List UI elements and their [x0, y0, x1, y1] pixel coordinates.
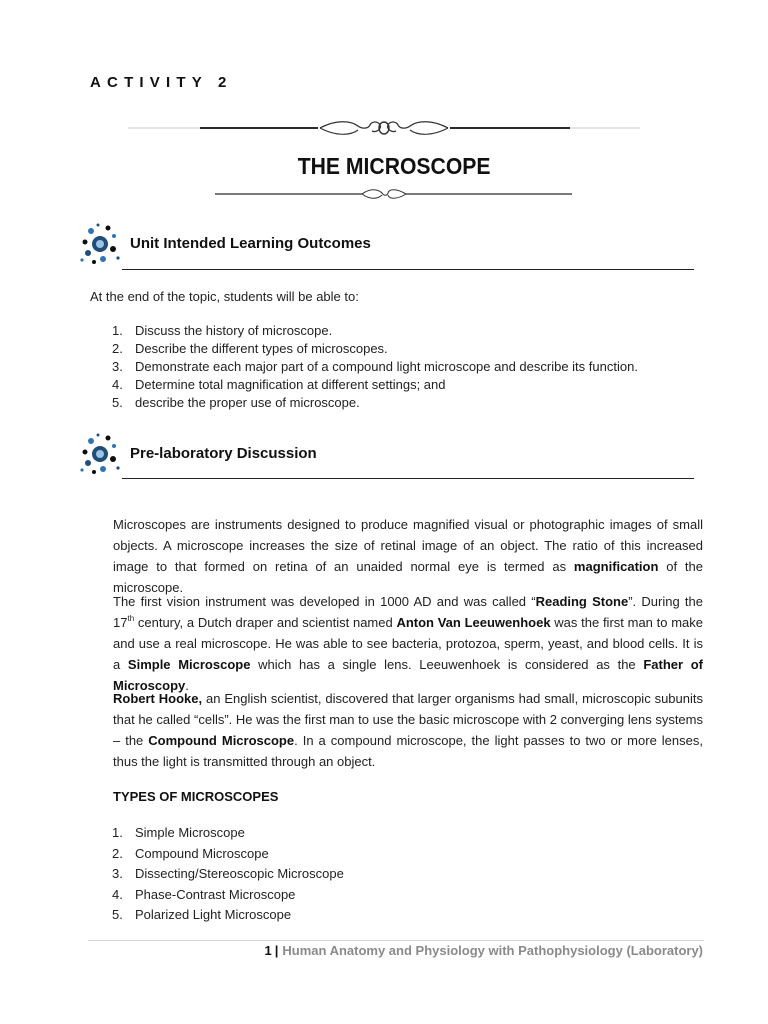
list-text: Phase-Contrast Microscope — [135, 886, 296, 902]
paragraph-bold: Robert Hooke, — [113, 691, 203, 706]
list-number: 3. — [112, 866, 123, 882]
list-item — [112, 376, 638, 394]
list-text: Polarized Light Microscope — [135, 907, 292, 923]
paragraph-text: was the first man to make and use a real microscope. He was able to see bacteria, protozoa, sperm, yeast, and blood cells. It is a — [113, 615, 704, 672]
outcomes-intro: At the end of the topic, students will be able to: — [90, 289, 359, 304]
page-footer — [265, 943, 703, 958]
paragraph-text: ”. During the 17 — [113, 594, 703, 630]
list-text: Simple Microscope — [135, 825, 245, 840]
paragraph-text: . — [185, 678, 189, 693]
section-title-outcomes: Unit Intended Learning Outcomes — [130, 235, 371, 252]
list-text: Compound Microscope — [135, 845, 269, 861]
footer-course-title: Human Anatomy and Physiology with Pathophysiology (Laboratory) — [282, 943, 703, 958]
list-item — [112, 394, 638, 412]
paragraph-text: century, a Dutch draper and scientist named — [134, 615, 397, 630]
list-number: 4. — [112, 886, 123, 902]
paragraph-bold: magnification — [573, 559, 659, 574]
paragraph-text: an English scientist, discovered that larger organisms had small, microscopic subunits that he called “cells”. He was the first man to use the basic microscope with 2 converging lens systems – the — [113, 691, 703, 748]
ornament-divider-top — [0, 118, 768, 138]
types-heading: TYPES OF MICROSCOPES — [113, 789, 279, 804]
list-number: 5. — [112, 395, 123, 410]
list-item — [112, 340, 638, 358]
list-item — [112, 844, 344, 865]
paragraph-bold: Simple Microscope — [127, 657, 251, 672]
ornament-divider-bottom — [0, 184, 768, 204]
activity-label: ACTIVITY 2 — [90, 74, 233, 91]
paragraph-hooke — [113, 688, 703, 772]
page-title: THE MICROSCOPE — [297, 153, 491, 179]
list-text: Demonstrate each major part of a compound light microscope and describe its function. — [135, 359, 638, 374]
section-title-discussion: Pre-laboratory Discussion — [130, 445, 317, 462]
list-number: 5. — [112, 907, 123, 923]
list-number: 1. — [112, 323, 123, 338]
list-item — [112, 823, 344, 844]
types-list — [112, 823, 344, 926]
section-rule-outcomes — [122, 269, 694, 270]
page-number: 1 — [264, 943, 272, 958]
footer-separator: | — [274, 943, 279, 958]
outcomes-list — [112, 322, 638, 412]
paragraph-text: . In a compound microscope, the light passes to two or more lenses, thus the light is transmitted through an object. — [113, 733, 703, 769]
list-item — [112, 905, 344, 926]
list-number: 3. — [112, 359, 123, 374]
paragraph-text: which has a single lens. Leeuwenhoek is considered as the — [250, 657, 644, 672]
list-text: Determine total magnification at different settings; and — [135, 377, 446, 392]
list-number: 2. — [112, 845, 123, 861]
footer-rule — [88, 940, 704, 941]
molecule-cluster-icon — [78, 222, 122, 266]
list-item — [112, 885, 344, 906]
paragraph-bold: Anton Van Leeuwenhoek — [396, 615, 551, 630]
list-text: describe the proper use of microscope. — [135, 395, 360, 410]
list-text: Describe the different types of microscopes. — [135, 341, 388, 356]
paragraph-leeuwenhoek — [113, 591, 703, 696]
paragraph-text: of the microscope. — [113, 559, 704, 595]
paragraph-text: The first vision instrument was developed in 1000 AD and was called “ — [113, 594, 536, 609]
superscript: th — [127, 614, 135, 623]
list-text: Dissecting/Stereoscopic Microscope — [135, 866, 344, 882]
list-number: 2. — [112, 341, 123, 356]
list-item — [112, 358, 638, 376]
list-number: 4. — [112, 377, 123, 392]
list-item — [112, 322, 638, 340]
section-rule-discussion — [122, 478, 694, 479]
list-number: 1. — [112, 825, 123, 840]
list-item — [112, 864, 344, 885]
list-text: Discuss the history of microscope. — [135, 323, 333, 338]
paragraph-bold: Compound Microscope — [148, 733, 295, 748]
paragraph-bold: Reading Stone — [535, 594, 629, 609]
paragraph-text: Microscopes are instruments designed to produce magnified visual or photographic images of small objects. A microscope increases the size of retinal image of an object. The ratio of this increased image to that formed on retina of an unaided normal eye is termed as — [113, 517, 703, 574]
molecule-cluster-icon — [78, 432, 122, 476]
paragraph-magnification — [113, 514, 703, 598]
paragraph-bold: Father of Microscopy — [113, 657, 704, 693]
